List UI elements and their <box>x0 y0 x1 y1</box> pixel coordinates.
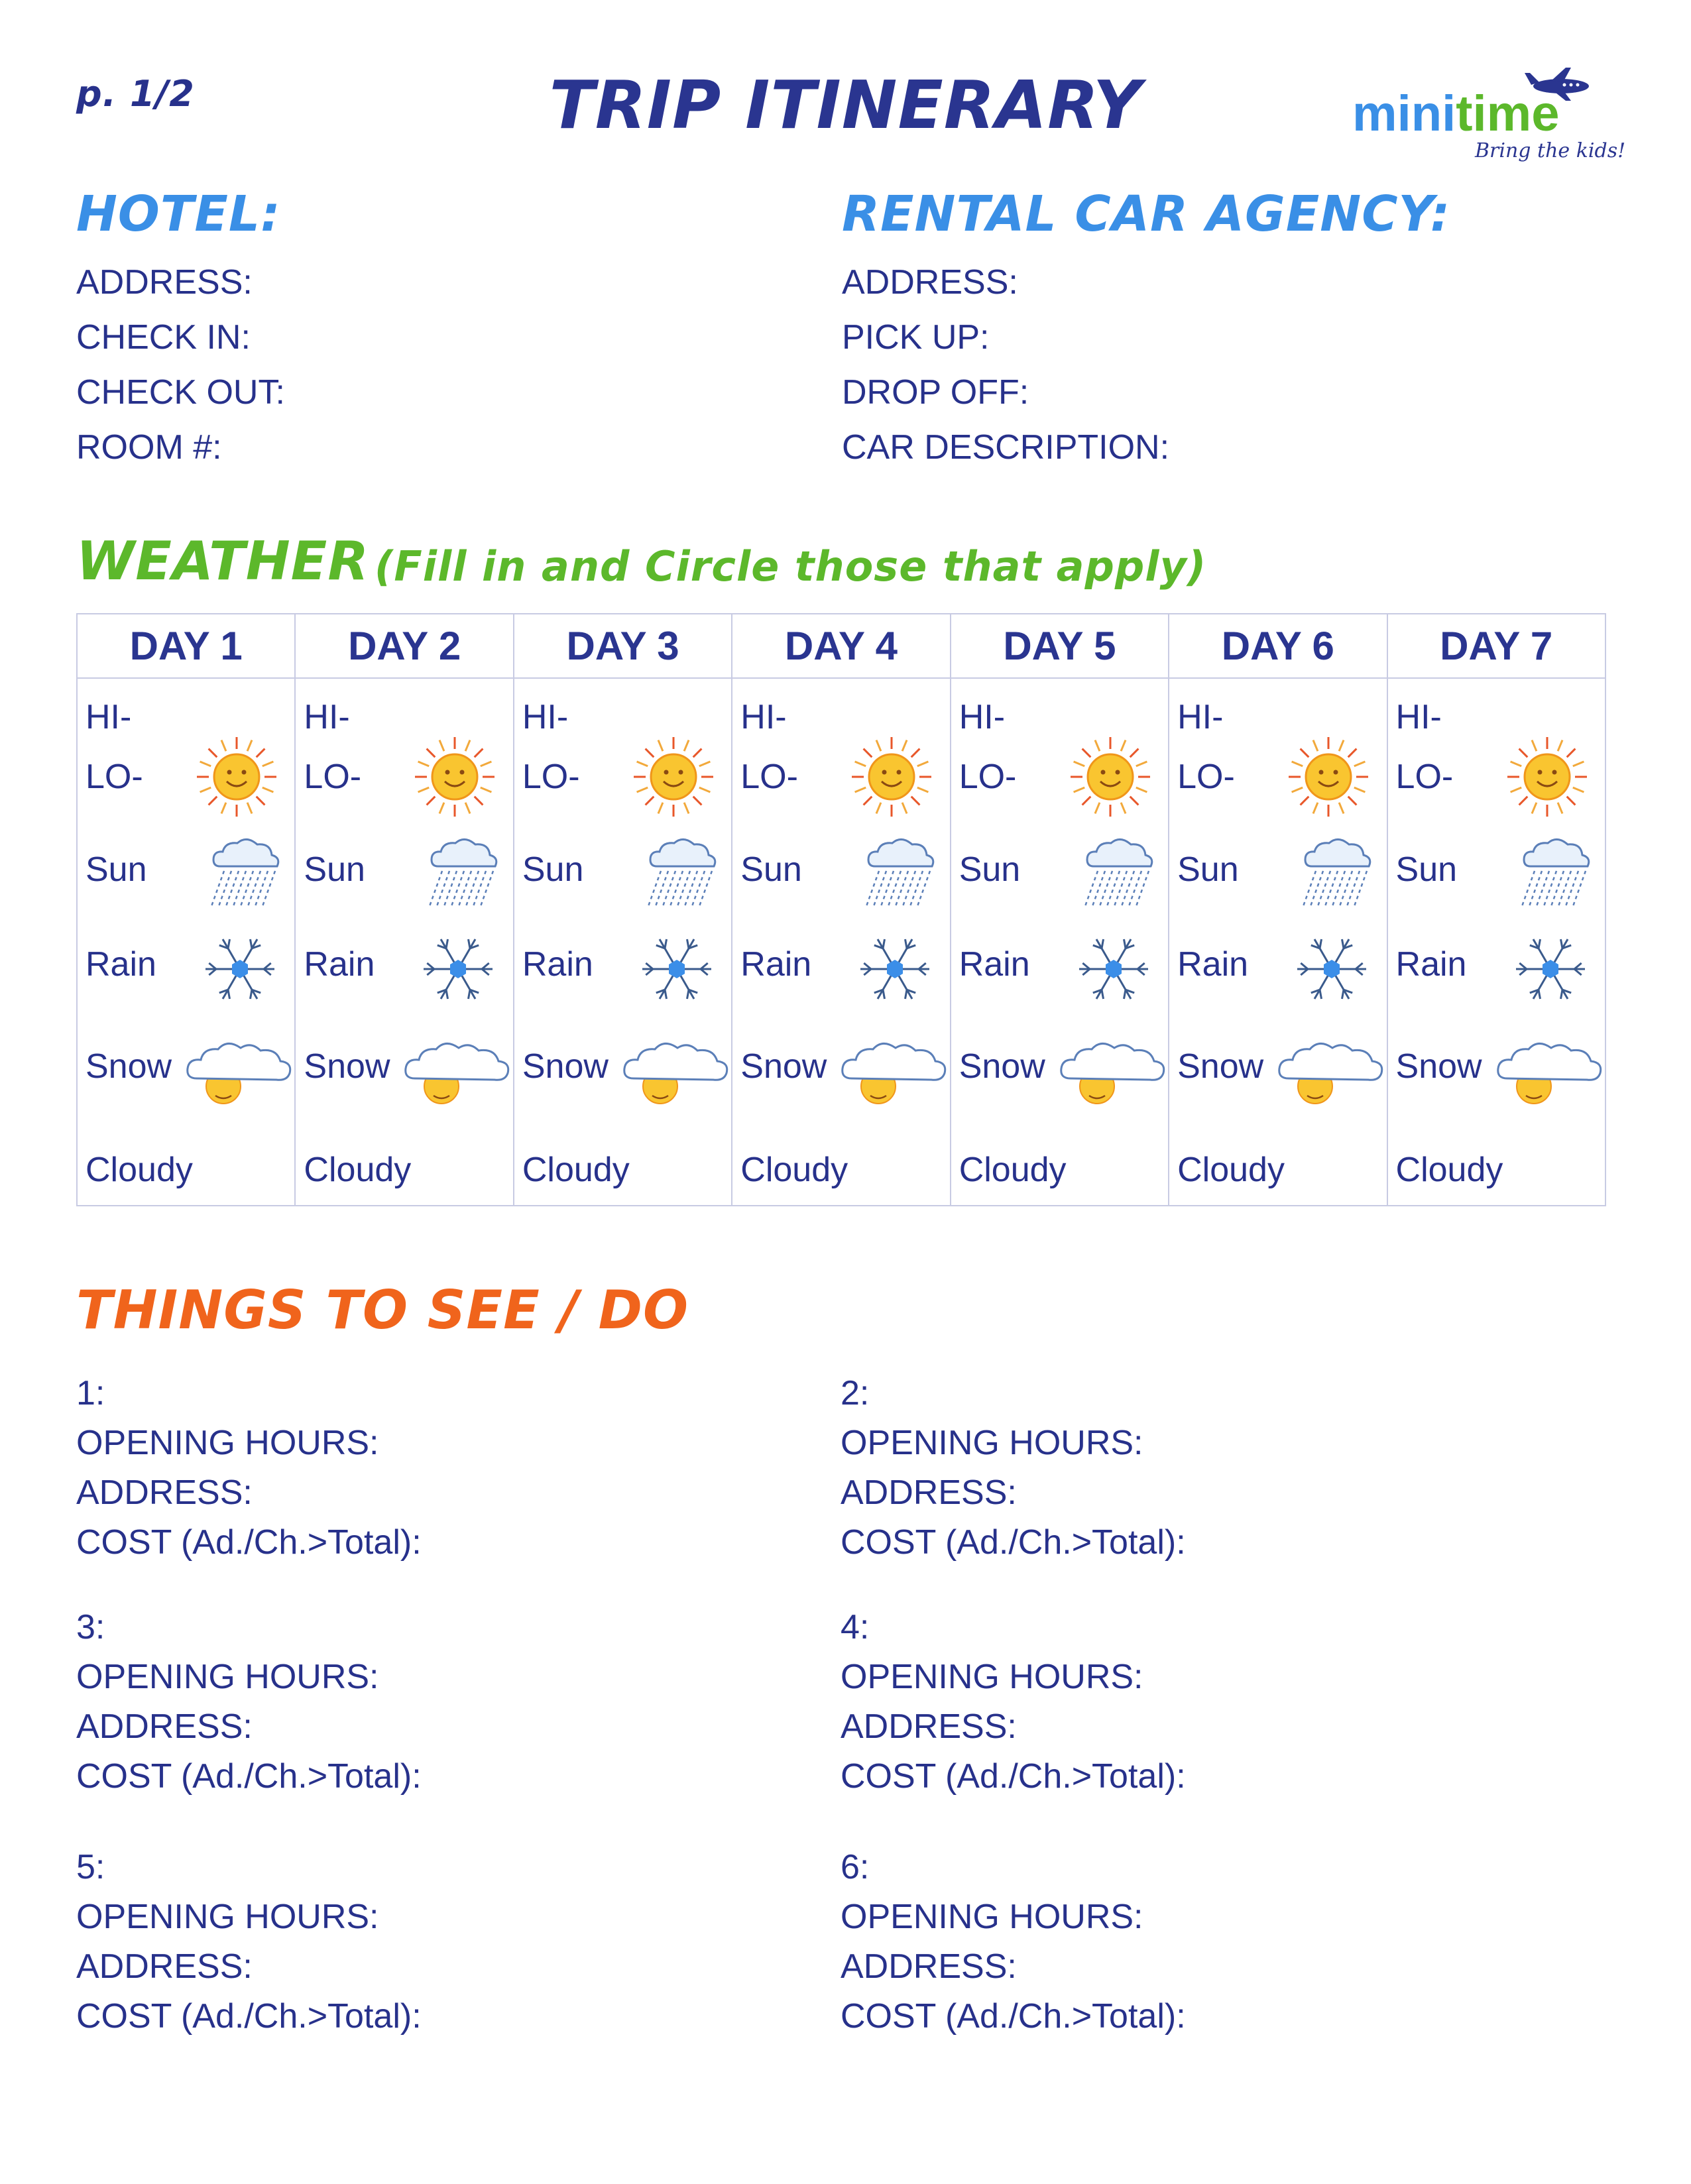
minitime-logo <box>1346 66 1626 166</box>
attraction-address-label: ADDRESS: <box>76 1707 253 1746</box>
sun-option[interactable]: Sun <box>522 850 584 889</box>
hi-temp-label: HI- <box>1177 698 1224 736</box>
car-address-label: ADDRESS: <box>842 263 1018 302</box>
attraction-address-label: ADDRESS: <box>841 1473 1017 1512</box>
cloudy-icon <box>1487 1032 1607 1121</box>
snowflake-icon <box>1292 929 1371 1012</box>
attraction-cost-label: COST (Ad./Ch.>Total): <box>76 1757 422 1796</box>
snow-option[interactable]: Snow <box>959 1047 1045 1086</box>
rain-cloud-icon <box>194 830 286 919</box>
snowflake-icon <box>637 929 717 1012</box>
day-header: DAY 4 <box>732 614 949 679</box>
sun-option[interactable]: Sun <box>740 850 802 889</box>
rain-cloud-icon <box>412 830 504 919</box>
attraction-cost-label: COST (Ad./Ch.>Total): <box>841 1757 1186 1796</box>
weather-instructions: (Fill in and Circle those that apply) <box>375 542 1207 591</box>
attraction-block <box>76 1843 772 2041</box>
weather-heading: WEATHER <box>76 530 369 592</box>
rental-car-heading: RENTAL CAR AGENCY: <box>842 186 1451 243</box>
attraction-address-label: ADDRESS: <box>76 1473 253 1512</box>
day-header: DAY 1 <box>78 614 294 679</box>
hotel-address-label: ADDRESS: <box>76 263 253 302</box>
attraction-cost-label: COST (Ad./Ch.>Total): <box>76 1997 422 2036</box>
snowflake-icon <box>855 929 935 1012</box>
snow-option[interactable]: Snow <box>86 1047 172 1086</box>
sun-icon <box>412 734 498 823</box>
things-heading: THINGS TO SEE / DO <box>76 1279 689 1341</box>
attraction-hours-label: OPENING HOURS: <box>76 1898 379 1936</box>
cloudy-option[interactable]: Cloudy <box>1177 1151 1285 1189</box>
cloudy-icon <box>614 1032 733 1121</box>
cloudy-icon <box>832 1032 951 1121</box>
day-header: DAY 5 <box>951 614 1168 679</box>
hotel-check-out-label: CHECK OUT: <box>76 373 285 412</box>
attraction-cost-label: COST (Ad./Ch.>Total): <box>76 1523 422 1562</box>
attraction-block <box>841 1369 1537 1568</box>
attraction-cost-label: COST (Ad./Ch.>Total): <box>841 1523 1186 1562</box>
lo-temp-label: LO- <box>740 758 798 796</box>
cloudy-option[interactable]: Cloudy <box>740 1151 848 1189</box>
rain-cloud-icon <box>1067 830 1160 919</box>
snow-option[interactable]: Snow <box>304 1047 390 1086</box>
lo-temp-label: LO- <box>1177 758 1235 796</box>
hotel-check-in-label: CHECK IN: <box>76 318 251 357</box>
logo-wordmark: minitime <box>1352 86 1560 142</box>
snow-option[interactable]: Snow <box>1395 1047 1482 1086</box>
attraction-number: 6: <box>841 1848 870 1886</box>
lo-temp-label: LO- <box>522 758 580 796</box>
rain-option[interactable]: Rain <box>1177 945 1249 984</box>
page-number: p. 1/2 <box>76 73 195 115</box>
weather-day-column <box>732 614 951 1205</box>
cloudy-icon <box>1051 1032 1170 1121</box>
car-drop-off-label: DROP OFF: <box>842 373 1029 412</box>
weather-day-column <box>951 614 1169 1205</box>
hotel-fields <box>76 255 285 475</box>
attraction-number: 4: <box>841 1608 870 1646</box>
sun-option[interactable]: Sun <box>304 850 365 889</box>
sun-option[interactable]: Sun <box>1177 850 1239 889</box>
sun-option[interactable]: Sun <box>1395 850 1458 889</box>
snowflake-icon <box>1074 929 1153 1012</box>
rain-option[interactable]: Rain <box>86 945 156 984</box>
sun-icon <box>1285 734 1371 823</box>
rain-option[interactable]: Rain <box>1395 945 1467 984</box>
hi-temp-label: HI- <box>304 698 350 736</box>
cloudy-icon <box>395 1032 514 1121</box>
rain-cloud-icon <box>848 830 941 919</box>
rain-option[interactable]: Rain <box>959 945 1030 984</box>
sun-icon <box>1504 734 1590 823</box>
day-header: DAY 3 <box>514 614 731 679</box>
snow-option[interactable]: Snow <box>1177 1047 1264 1086</box>
attraction-hours-label: OPENING HOURS: <box>76 1424 379 1462</box>
attraction-number: 5: <box>76 1848 105 1886</box>
snowflake-icon <box>1511 929 1590 1012</box>
attraction-block <box>76 1369 772 1568</box>
weather-day-column <box>1388 614 1605 1205</box>
attraction-number: 2: <box>841 1374 870 1412</box>
sun-icon <box>1067 734 1153 823</box>
weather-table <box>76 613 1606 1206</box>
hi-temp-label: HI- <box>740 698 787 736</box>
sun-option[interactable]: Sun <box>86 850 147 889</box>
rain-option[interactable]: Rain <box>522 945 593 984</box>
hotel-room-label: ROOM #: <box>76 428 222 467</box>
rain-option[interactable]: Rain <box>304 945 375 984</box>
snowflake-icon <box>418 929 498 1012</box>
rain-cloud-icon <box>1285 830 1378 919</box>
attraction-block <box>841 1603 1537 1802</box>
hotel-heading: HOTEL: <box>76 186 281 243</box>
weather-day-column <box>1169 614 1387 1205</box>
rain-cloud-icon <box>630 830 723 919</box>
cloudy-option[interactable]: Cloudy <box>1395 1151 1503 1189</box>
attraction-address-label: ADDRESS: <box>841 1707 1017 1746</box>
attraction-number: 3: <box>76 1608 105 1646</box>
hi-temp-label: HI- <box>522 698 569 736</box>
cloudy-option[interactable]: Cloudy <box>522 1151 630 1189</box>
rental-car-fields <box>842 255 1169 475</box>
snow-option[interactable]: Snow <box>522 1047 609 1086</box>
rain-cloud-icon <box>1504 830 1597 919</box>
cloudy-icon <box>177 1032 296 1121</box>
weather-day-column <box>514 614 732 1205</box>
rain-option[interactable]: Rain <box>740 945 812 984</box>
weather-day-column <box>78 614 296 1205</box>
lo-temp-label: LO- <box>959 758 1017 796</box>
cloudy-option[interactable]: Cloudy <box>304 1151 412 1189</box>
logo-tagline: Bring the kids! <box>1475 139 1626 162</box>
attraction-address-label: ADDRESS: <box>841 1947 1017 1986</box>
weather-day-column <box>296 614 514 1205</box>
attraction-cost-label: COST (Ad./Ch.>Total): <box>841 1997 1186 2036</box>
page-title: TRIP ITINERARY <box>549 66 1142 144</box>
day-header: DAY 2 <box>296 614 512 679</box>
attraction-hours-label: OPENING HOURS: <box>841 1424 1143 1462</box>
cloudy-option[interactable]: Cloudy <box>959 1151 1067 1189</box>
cloudy-icon <box>1269 1032 1388 1121</box>
attraction-number: 1: <box>76 1374 105 1412</box>
car-pick-up-label: PICK UP: <box>842 318 990 357</box>
attraction-hours-label: OPENING HOURS: <box>841 1658 1143 1696</box>
snowflake-icon <box>200 929 280 1012</box>
hi-temp-label: HI- <box>1395 698 1442 736</box>
attraction-block <box>76 1603 772 1802</box>
day-header: DAY 7 <box>1388 614 1605 679</box>
lo-temp-label: LO- <box>1395 758 1454 796</box>
attraction-hours-label: OPENING HOURS: <box>841 1898 1143 1936</box>
cloudy-option[interactable]: Cloudy <box>86 1151 193 1189</box>
day-header: DAY 6 <box>1169 614 1386 679</box>
lo-temp-label: LO- <box>304 758 362 796</box>
sun-icon <box>630 734 717 823</box>
lo-temp-label: LO- <box>86 758 143 796</box>
sun-icon <box>194 734 280 823</box>
attraction-address-label: ADDRESS: <box>76 1947 253 1986</box>
hi-temp-label: HI- <box>959 698 1006 736</box>
sun-option[interactable]: Sun <box>959 850 1021 889</box>
snow-option[interactable]: Snow <box>740 1047 827 1086</box>
sun-icon <box>848 734 935 823</box>
attraction-hours-label: OPENING HOURS: <box>76 1658 379 1696</box>
attraction-block <box>841 1843 1537 2041</box>
car-description-label: CAR DESCRIPTION: <box>842 428 1170 467</box>
hi-temp-label: HI- <box>86 698 132 736</box>
